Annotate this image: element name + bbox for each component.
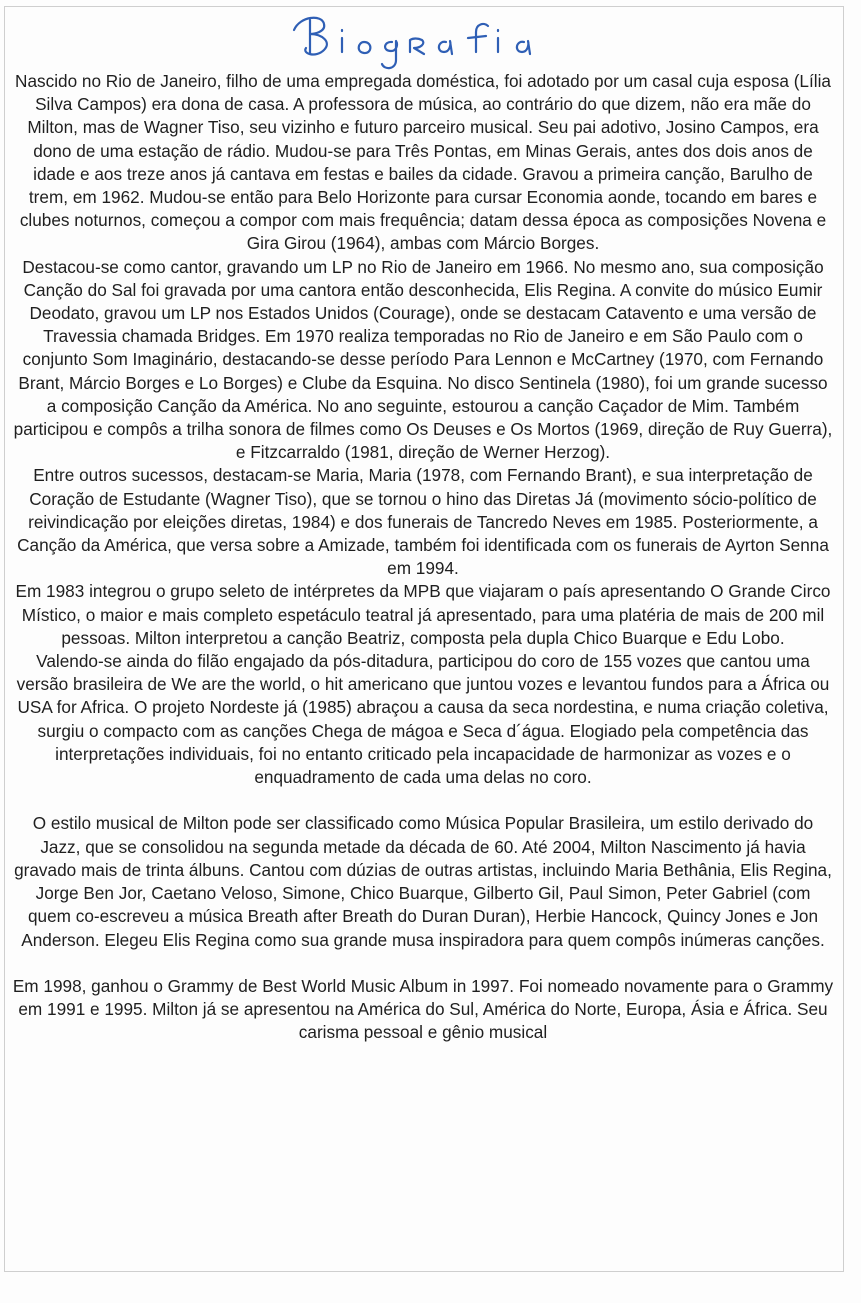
paragraph-circo-mistico: Em 1983 integrou o grupo seleto de intérpretes da MPB que viajaram o país apresentando O Grande Circo Místico, o maior e mais completo espetáculo teatral já apresentado, para uma platéria de mais de 200 mil pessoas. Milton interpretou a canção Beatriz, composta pela dupla Chico Buarque e Edu Lobo.: [15, 581, 831, 648]
paragraph-early-life: Nascido no Rio de Janeiro, filho de uma empregada doméstica, foi adotado por um casal cuja esposa (Lília Silva Campos) era dona de casa. A professora de música, ao contrário do que dizem, não era mãe do Milton, mas de Wagner Tiso, seu vizinho e futuro parceiro musical. Seu pai adotivo, Josino Campos, era dono de uma estação de rádio. Mudou-se para Três Pontas, em Minas Gerais, antes dos dois anos de idade e aos treze anos já cantava em festas e bailes da cidade. Gravou a primeira canção, Barulho de trem, em 1962. Mudou-se então para Belo Horizonte para cursar Economia aonde, tocando em bares e clubes noturnos, começou a compor com mais frequência; datam dessa época as composições Novena e Gira Girou (1964), ambas com Márcio Borges.: [15, 71, 831, 254]
paragraph-grammy: Em 1998, ganhou o Grammy de Best World Music Album in 1997. Foi nomeado novamente para o Grammy em 1991 e 1995. Milton já se apresentou na América do Sul, América do Norte, Europa, Ásia e África. Seu carisma pessoal e gênio musical: [12, 975, 834, 1043]
biography-body: [12, 70, 834, 1045]
handwritten-title: [280, 8, 550, 78]
paragraph-hits: Entre outros sucessos, destacam-se Maria, Maria (1978, com Fernando Brant), e sua interpretação de Coração de Estudante (Wagner Tiso), que se tornou o hino das Diretas Já (movimento sócio-político de reivindicação por eleições diretas, 1984) e dos funerais de Tancredo Neves em 1985. Posteriormente, a Canção da América, que versa sobre a Amizade, também foi identificada com os funerais de Ayrton Senna em 1994.: [17, 465, 829, 579]
paragraph-career-start: Destacou-se como cantor, gravando um LP no Rio de Janeiro em 1966. No mesmo ano, sua composição Canção do Sal foi gravada por uma cantora então desconhecida, Elis Regina. A convite do músico Eumir Deodato, gravou um LP nos Estados Unidos (Courage), onde se destacam Catavento e uma versão de Travessia chamada Bridges. Em 1970 realiza temporadas no Rio de Janeiro e em São Paulo com o conjunto Som Imaginário, destacando-se desse período Para Lennon e McCartney (1970, com Fernando Brant, Márcio Borges e Lo Borges) e Clube da Esquina. No disco Sentinela (1980), foi um grande sucesso a composição Canção da América. No ano seguinte, estourou a canção Caçador de Mim. Também participou e compôs a trilha sonora de filmes como Os Deuses e Os Mortos (1969, direção de Ruy Guerra), e Fitzcarraldo (1981, direção de Werner Herzog).: [13, 256, 833, 463]
paragraph-musical-style: O estilo musical de Milton pode ser classificado como Música Popular Brasileira, um estilo derivado do Jazz, que se consolidou na segunda metade da década de 60. Até 2004, Milton Nascimento já havia gravado mais de trinta álbuns. Cantou com dúzias de outras artistas, incluindo Maria Bethânia, Elis Regina, Jorge Ben Jor, Caetano Veloso, Simone, Chico Buarque, Gilberto Gil, Paul Simon, Peter Gabriel (com quem co-escreveu a música Breath after Breath do Duran Duran), Herbie Hancock, Quincy Jones e Jon Anderson. Elegeu Elis Regina como sua grande musa inspiradora para quem compôs inúmeras canções.: [14, 813, 832, 950]
paragraph-nordeste-ja: Valendo-se ainda do filão engajado da pós-ditadura, participou do coro de 155 vozes que cantou uma versão brasileira de We are the world, o hit americano que juntou vozes e levantou fundos para a África ou USA for Africa. O projeto Nordeste já (1985) abraçou a causa da seca nordestina, e numa criação coletiva, surgiu o compacto com as canções Chega de mágoa e Seca d´água. Elogiado pela competência das interpretações individuais, foi no entanto criticado pela incapacidade de harmonizar as vozes e o enquadramento de cada uma delas no coro.: [16, 651, 830, 788]
